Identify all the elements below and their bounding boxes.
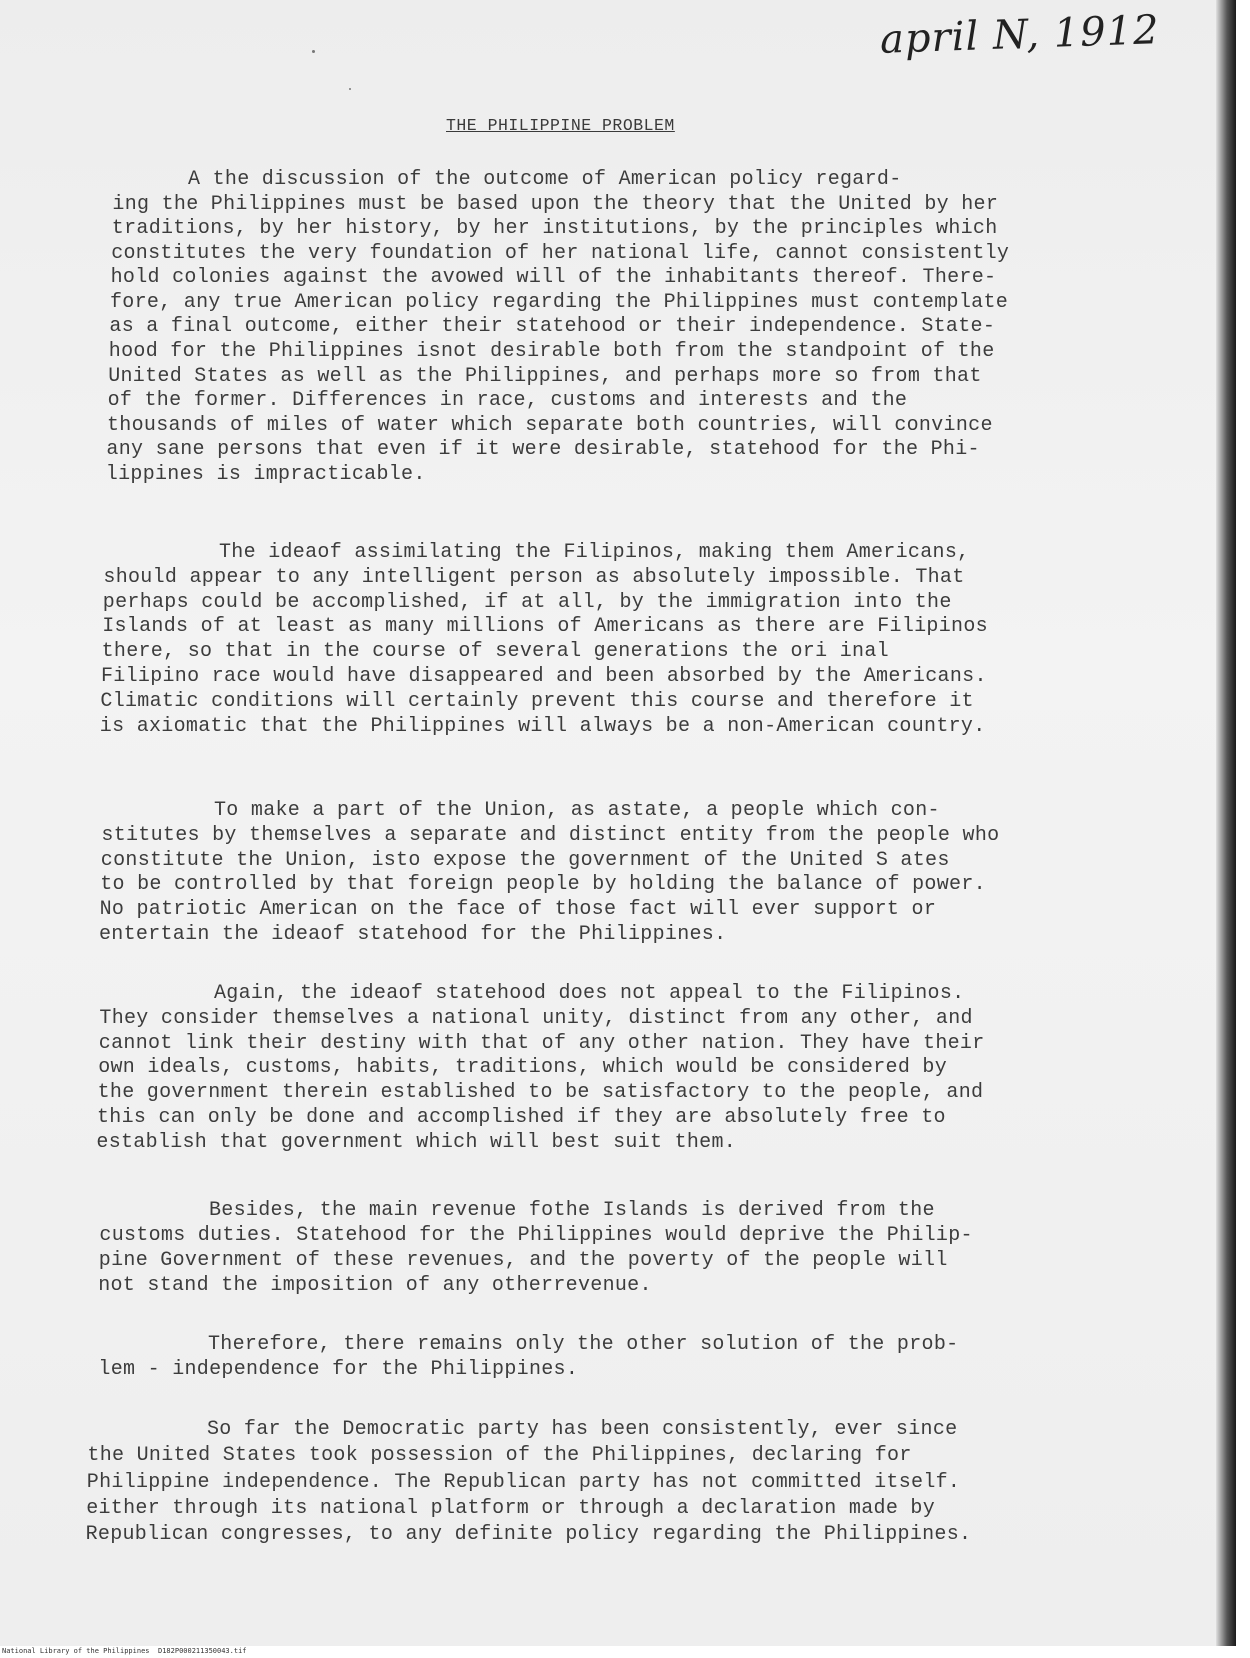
text-line: establish that government which will best suit them. xyxy=(96,1130,737,1154)
text-line: Filipino race would have disappeared and been absorbed by the Americans. xyxy=(101,665,987,688)
text-line: To make a part of the Union, as astate, a people which con- xyxy=(214,799,940,822)
text-line: entertain the ideaof statehood for the Philippines. xyxy=(99,922,727,946)
text-line: traditions, by her history, by her institutions, by the principles which xyxy=(111,217,998,241)
text-line: A the discussion of the outcome of American policy regard- xyxy=(188,168,902,191)
text-line: own ideals, customs, habits, traditions, which would be considered by xyxy=(98,1056,948,1080)
text-line: is axiomatic that the Philippines will always be a non-American country. xyxy=(99,714,986,738)
text-line: cannot link their destiny with that of any other nation. They have their xyxy=(98,1031,985,1055)
text-line: Again, the ideaof statehood does not appeal to the Filipinos. xyxy=(214,982,965,1005)
text-line: the government therein established to be satisfactory to the people, and xyxy=(97,1081,984,1105)
text-line: there, so that in the course of several generations the ori inal xyxy=(101,640,889,664)
text-line: not stand the imposition of any otherrevenue. xyxy=(98,1273,652,1297)
text-line: lem - independence for the Philippines. xyxy=(98,1357,579,1381)
text-line: the United States took possession of the Philippines, declaring for xyxy=(87,1444,912,1468)
text-line: lippines is impracticable. xyxy=(105,462,426,486)
text-line: ing the Philippines must be based upon the theory that the United by her xyxy=(112,192,999,216)
text-line: of the former. Differences in race, customs and interests and the xyxy=(107,389,908,413)
document-title: THE PHILIPPINE PROBLEM xyxy=(446,116,675,135)
text-line: hold colonies against the avowed will of the inhabitants thereof. There- xyxy=(110,266,997,290)
text-line: Islands of at least as many millions of Americans as there are Filipinos xyxy=(102,615,988,639)
text-line: should appear to any intelligent person as absolutely impossible. That xyxy=(103,565,965,589)
text-line: thousands of miles of water which separate both countries, will convince xyxy=(107,413,993,437)
text-line: to be controlled by that foreign people by holding the balance of power. xyxy=(100,873,986,897)
scan-speck xyxy=(349,88,351,90)
text-line: as a final outcome, either their statehood or their independence. State- xyxy=(109,315,996,339)
text-line: No patriotic American on the face of those fact will ever support or xyxy=(99,898,937,922)
text-line: this can only be done and accomplished if they are absolutely free to xyxy=(97,1105,946,1129)
text-line: United States as well as the Philippines, and perhaps more so from that xyxy=(108,364,982,388)
scan-edge xyxy=(1216,0,1236,1646)
text-line: Climatic conditions will certainly prevent this course and therefore it xyxy=(100,689,974,713)
text-line: They consider themselves a national unity, distinct from any other, and xyxy=(99,1006,973,1030)
footer-file-id: D182P000211350043.tif xyxy=(158,1647,247,1655)
scan-speck xyxy=(312,50,315,53)
text-line: any sane persons that even if it were desirable, statehood for the Phi- xyxy=(106,438,980,462)
text-line: The ideaof assimilating the Filipinos, making them Americans, xyxy=(219,541,970,564)
text-line: Therefore, there remains only the other solution of the prob- xyxy=(208,1333,959,1356)
text-line: Besides, the main revenue fothe Islands is derived from the xyxy=(209,1199,935,1222)
text-line: constitute the Union, isto expose the government of the United S ates xyxy=(100,848,950,872)
text-line: customs duties. Statehood for the Philippines would deprive the Philip- xyxy=(99,1223,973,1247)
text-line: So far the Democratic party has been consistently, ever since xyxy=(207,1418,958,1441)
text-line: either through its national platform or through a declaration made by xyxy=(86,1496,936,1520)
text-line: constitutes the very foundation of her national life, cannot consistently xyxy=(111,241,1010,265)
handwritten-date: april N, 1912 xyxy=(879,7,1161,63)
text-line: Republican congresses, to any definite policy regarding the Philippines. xyxy=(85,1523,972,1547)
text-line: fore, any true American policy regarding the Philippines must contemplate xyxy=(110,290,1009,314)
footer-library: National Library of the Philippines xyxy=(2,1647,150,1655)
text-line: pine Government of these revenues, and the poverty of the people will xyxy=(98,1248,948,1272)
text-line: hood for the Philippines isnot desirable both from the standpoint of the xyxy=(108,340,995,364)
text-line: stitutes by themselves a separate and distinct entity from the people who xyxy=(101,823,1000,847)
text-line: perhaps could be accomplished, if at all, by the immigration into the xyxy=(102,590,952,614)
text-line: Philippine independence. The Republican party has not committed itself. xyxy=(86,1470,961,1494)
